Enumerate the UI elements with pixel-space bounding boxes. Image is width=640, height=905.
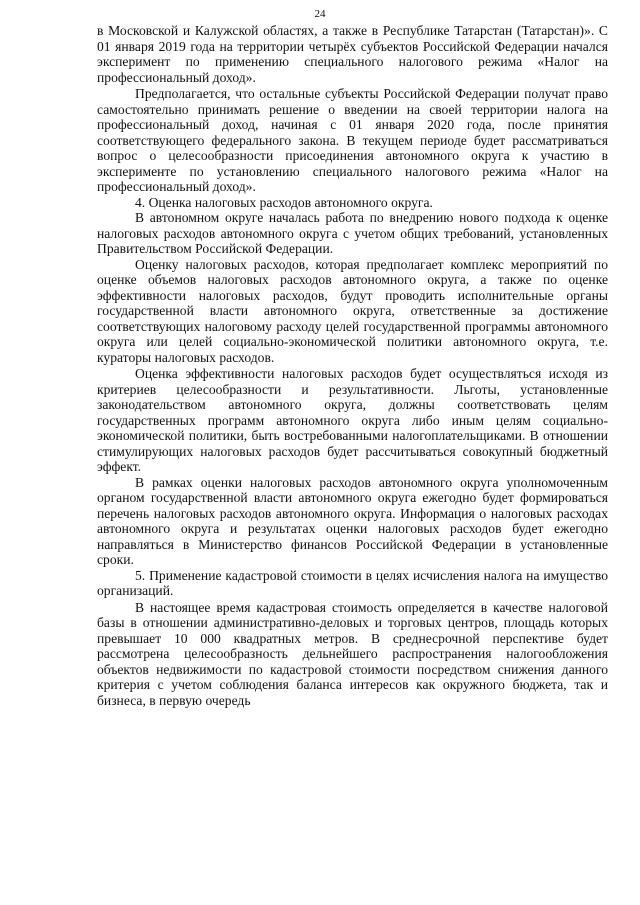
paragraph-effectiveness-criteria: Оценка эффективности налоговых расходов будет осуществляться исходя из критериев целесообразности и результативности. Льготы, установленные законодательством автономного округа, должны соответствовать целям государственных программ автономного округа либо иным целям социально-экономической политики, быть востребованными налогоплательщиками. В отношении стимулирующих налоговых расходов будет рассчитываться совокупный бюджетный эффект.	[97, 366, 608, 474]
paragraph-expenditure-list: В рамках оценки налоговых расходов автономного округа уполномоченным органом государственной власти автономного округа ежегодно будет формироваться перечень налоговых расходов автономного округа. Информация о налоговых расходах автономного округа и результатах оценки налоговых расходов будет ежегодно направляться в Министерство финансов Российской Федерации в установленные сроки.	[97, 474, 608, 567]
paragraph-professional-income-tax: Предполагается, что остальные субъекты Российской Федерации получат право самостоятельно принимать решение о введении на своей территории налога на профессиональный доход, начиная с 01 января 2020 года, после принятия соответствующего федерального закона. В текущем периоде будет рассматриваться вопрос о целесообразности присоединения автономного округа к участию в эксперименте по установлению специального налогового режима «Налог на профессиональный доход».	[97, 86, 608, 194]
section-heading-tax-expenditures: 4. Оценка налоговых расходов автономного округа.	[135, 194, 433, 210]
paragraph-new-approach: В автономном округе началась работа по внедрению нового подхода к оценке налоговых расходов автономного округа с учетом общих требований, установленных Правительством Российской Федерации.	[97, 210, 608, 256]
paragraph-cadastral-tax-base: В настоящее время кадастровая стоимость определяется в качестве налоговой базы в отношении административно-деловых и торговых центров, площадь которых превышает 10 000 квадратных метров. В среднесрочной перспективе будет рассмотрена целесообразность дельнейшего распространения налогообложения объектов недвижимости по кадастровой стоимости посредством снижения данного критерия с учетом соблюдения баланса интересов как окружного бюджета, так и бизнеса, в первую очередь	[97, 599, 608, 708]
paragraph-assessment-curators: Оценку налоговых расходов, которая предполагает комплекс мероприятий по оценке объемов налоговых расходов автономного округа, а также по оценке эффективности налоговых расходов, будут проводить исполнительные органы государственной власти автономного округа, ответственные за достижение соответствующих налоговому расходу целей государственной программы автономного округа или целей социально-экономической политики автономного округа, т.е. кураторы налоговых расходов.	[97, 256, 608, 365]
paragraph-intro-continuation: в Московской и Калужской областях, а также в Республике Татарстан (Татарстан)». С 01 января 2019 года на территории четырёх субъектов Российской Федерации начался эксперимент по применению специального налогового режима «Налог на профессиональный доход».	[97, 23, 608, 85]
page-number: 24	[314, 8, 326, 20]
document-body	[97, 23, 608, 708]
section-heading-cadastral-value: 5. Применение кадастровой стоимости в целях исчисления налога на имущество организаций.	[97, 567, 608, 598]
